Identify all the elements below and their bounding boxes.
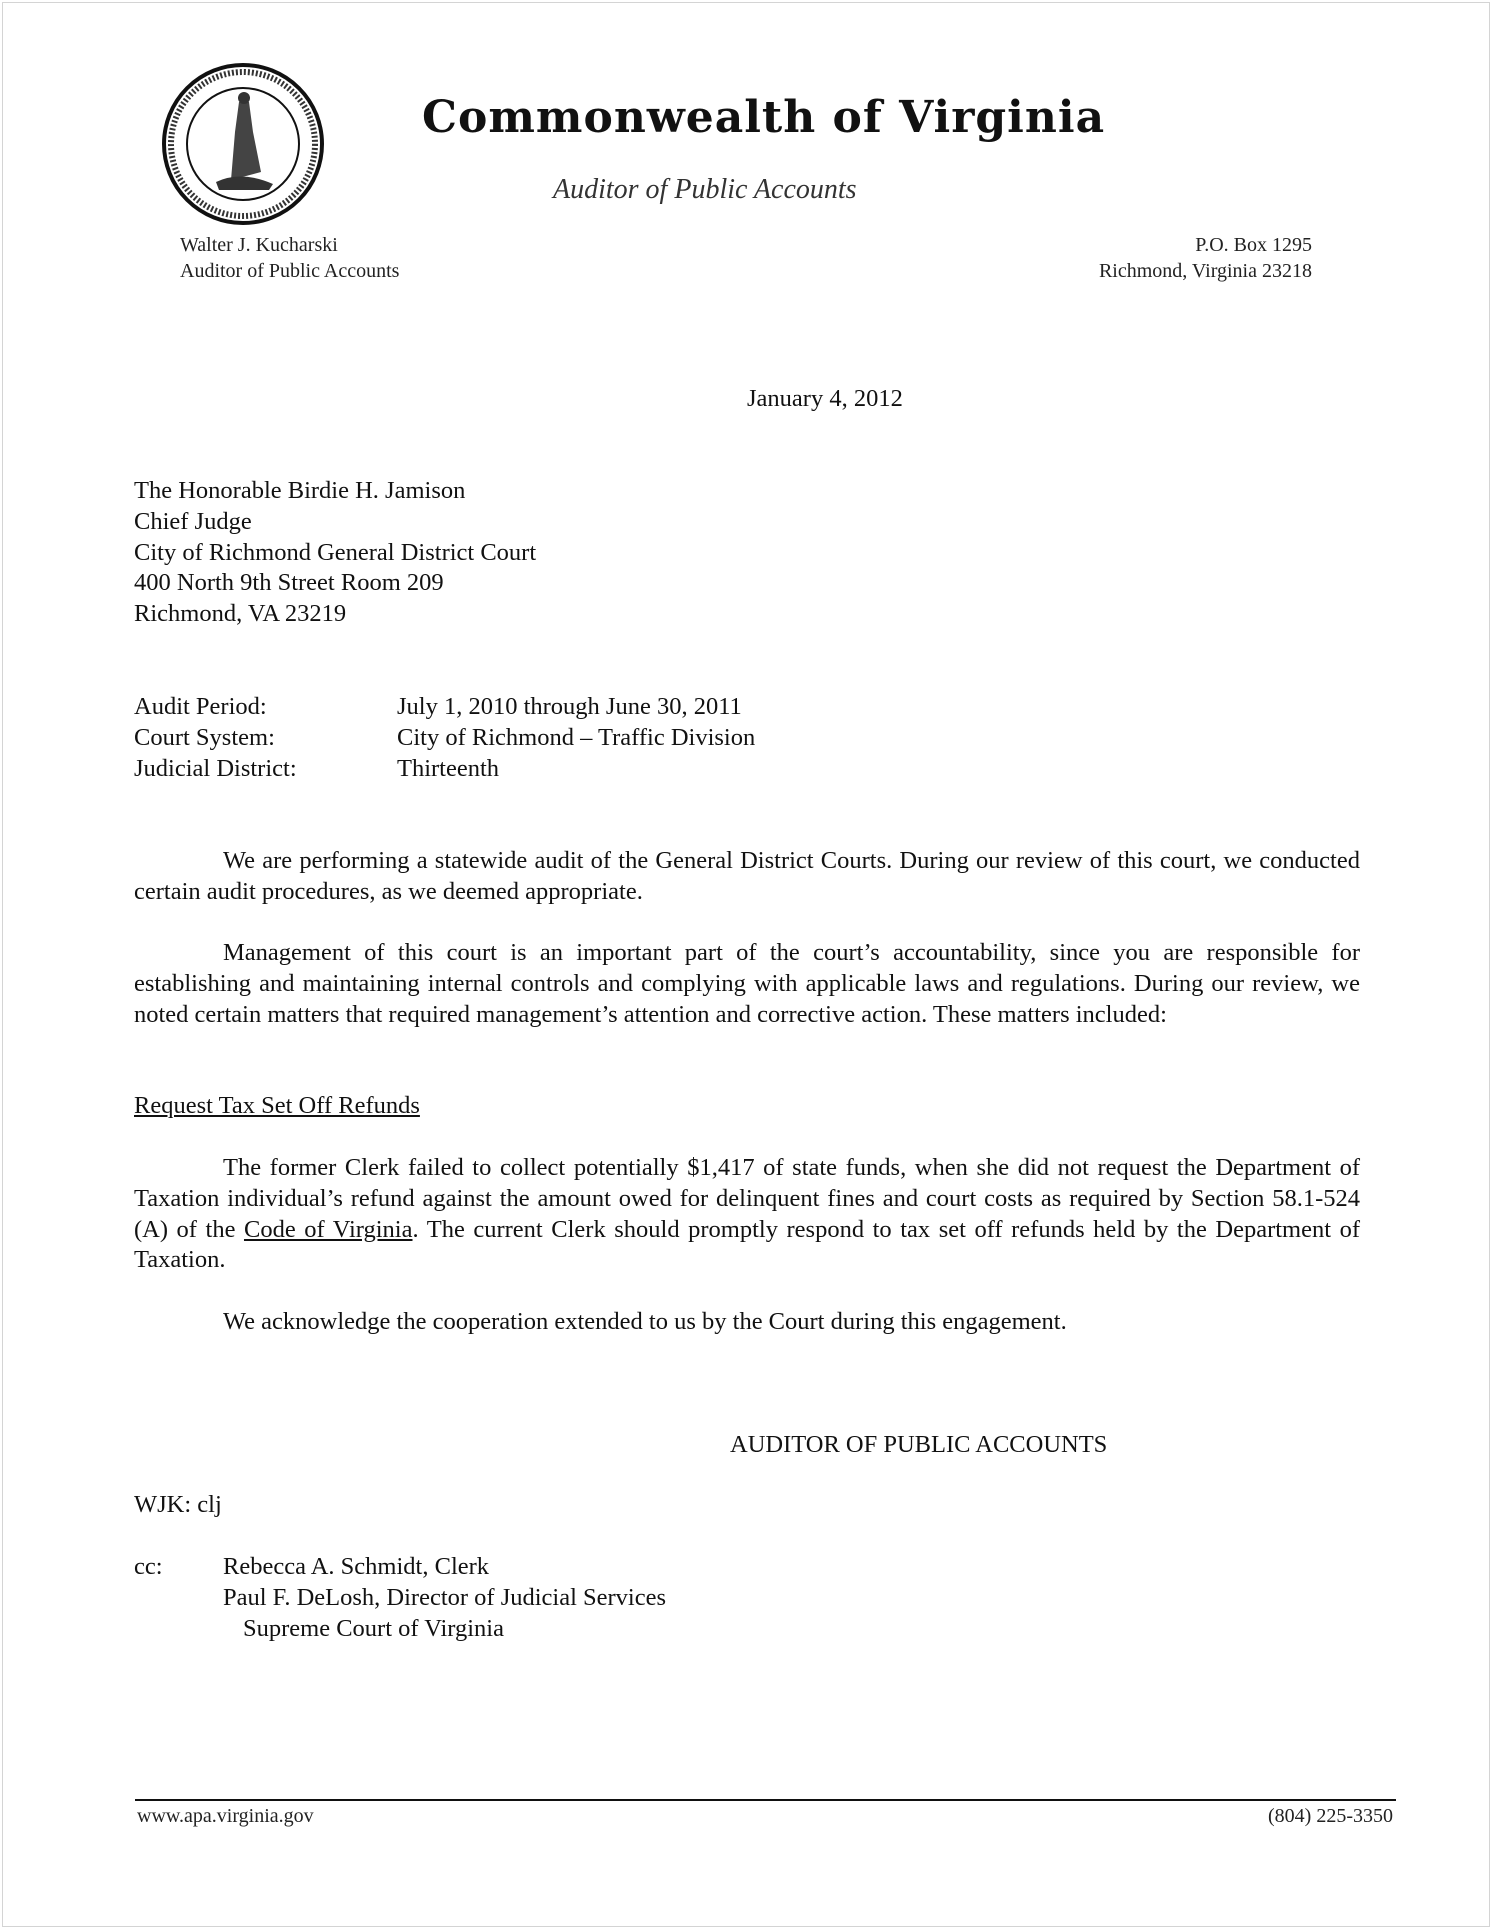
detail-label: Judicial District: <box>134 754 297 782</box>
initials: WJK: clj <box>134 1491 222 1518</box>
cc-label: cc: <box>134 1553 163 1580</box>
footer-divider <box>135 1799 1396 1801</box>
paragraph-4: We acknowledge the cooperation extended to us by the Court during this engagement. <box>223 1308 1067 1335</box>
detail-value: Thirteenth <box>397 754 500 782</box>
cc-line: Rebecca A. Schmidt, Clerk <box>223 1553 490 1580</box>
paragraph-3: The former Clerk failed to collect potentially $1,417 of state funds, when she did not request the Department of Taxation individual’s refund against the amount owed for delinquent fines and court costs as required by Section 58.1-524 (A) of the Code of Virginia. The current Clerk should promptly respond to tax set off refunds held by the Department of Taxation. <box>134 1154 1360 1274</box>
finding-heading: Request Tax Set Off Refunds <box>134 1092 420 1119</box>
letter-date: January 4, 2012 <box>747 385 903 412</box>
virginia-seal-logo <box>161 62 325 226</box>
recipient-line: Richmond, VA 23219 <box>134 600 347 628</box>
footer-phone: (804) 225-3350 <box>1268 1805 1393 1827</box>
code-of-virginia-citation: Code of Virginia <box>243 1215 413 1243</box>
detail-value: July 1, 2010 through June 30, 2011 <box>397 693 742 720</box>
detail-label: Audit Period: <box>134 693 267 720</box>
auditor-title: Auditor of Public Accounts <box>180 260 400 282</box>
recipient-line: 400 North 9th Street Room 209 <box>134 569 444 597</box>
recipient-address <box>134 476 536 630</box>
recipient-line: Chief Judge <box>134 507 252 535</box>
signature-block: AUDITOR OF PUBLIC ACCOUNTS <box>730 1431 1108 1458</box>
auditor-name: Walter J. Kucharski <box>180 234 338 256</box>
letterhead-subtitle: Auditor of Public Accounts <box>553 174 857 205</box>
city-state-zip: Richmond, Virginia 23218 <box>1098 260 1312 282</box>
audit-details <box>134 692 755 784</box>
letterhead-title: Commonwealth of Virginia <box>422 92 1106 143</box>
recipient-line: The Honorable Birdie H. Jamison <box>134 477 466 504</box>
cc-line: Paul F. DeLosh, Director of Judicial Services <box>223 1584 667 1611</box>
detail-label: Court System: <box>134 723 275 751</box>
recipient-line: City of Richmond General District Court <box>134 538 537 566</box>
paragraph-1: We are performing a statewide audit of the General District Courts. During our review of this court, we conducted certain audit procedures, as we deemed appropriate. <box>134 847 1360 905</box>
po-box: P.O. Box 1295 <box>1195 234 1312 256</box>
footer-website: www.apa.virginia.gov <box>137 1805 314 1827</box>
detail-value: City of Richmond – Traffic Division <box>397 723 756 751</box>
cc-line: Supreme Court of Virginia <box>243 1615 504 1642</box>
paragraph-2: Management of this court is an important part of the court’s accountability, since you are responsible for establishing and maintaining internal controls and complying with applicable laws and regulations. During our review, we noted certain matters that required management’s attention and corrective action. These matters included: <box>134 939 1360 1028</box>
